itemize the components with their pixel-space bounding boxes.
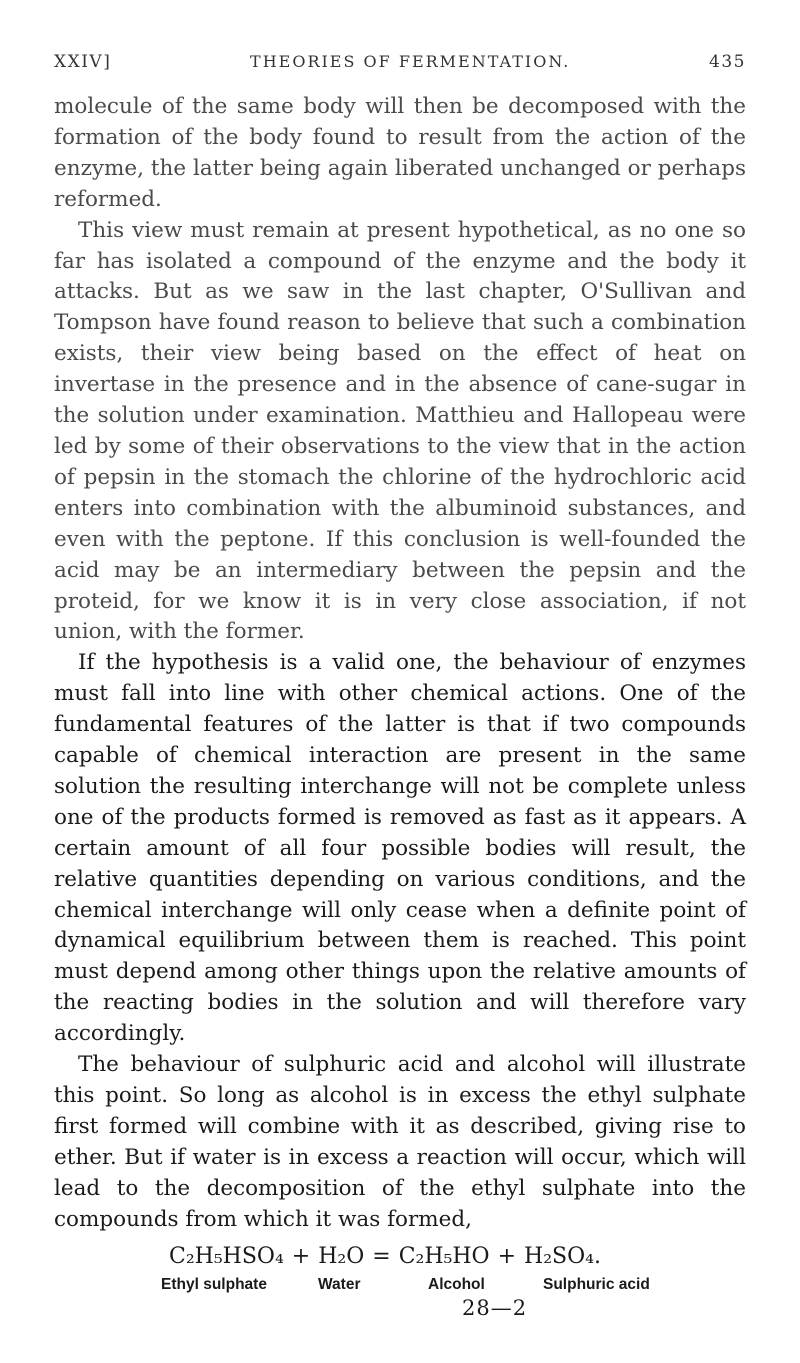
page-number: 435 xyxy=(709,52,746,72)
label-ethyl-sulphate: Ethyl sulphate xyxy=(161,1275,267,1293)
running-head xyxy=(54,52,746,78)
formula-ethyl-sulphate: C₂H₅HSO₄ xyxy=(169,1243,284,1269)
plus-sign: + xyxy=(291,1243,311,1269)
label-water: Water xyxy=(318,1275,361,1293)
label-sulphuric-acid: Sulphuric acid xyxy=(543,1275,650,1293)
chapter-number: XXIV] xyxy=(54,52,112,72)
equation-labels xyxy=(54,1274,746,1296)
paragraph: The behaviour of sulphuric acid and alcohol will illustrate this point. So long as alcohol is in excess the ethyl sulphate first formed will combine with it as described, giving rise to ether. But if water is in excess a reaction will occur, which will lead to the decomposition of the ethyl sulphate into the compounds from which it was formed, xyxy=(54,1052,746,1232)
chemical-equation xyxy=(54,1242,746,1272)
paragraph-continued: molecule of the same body will then be decomposed with the formation of the body found to result from the action of the enzyme, the latter being again liberated unchanged or perhaps reformed. xyxy=(54,94,746,212)
running-title: THEORIES OF FERMENTATION. xyxy=(250,52,571,71)
plus-sign: + xyxy=(497,1243,517,1269)
signature-mark: 28—2 xyxy=(462,1296,528,1320)
paragraph: If the hypothesis is a valid one, the behaviour of enzymes must fall into line with other chemical actions. One of the fundamental features of the latter is that if two compounds capable of chemical interaction are present in the same solution the resulting interchange will not be complete unless one of the products formed is removed as fast as it appears. A certain amount of all four possible bodies will result, the relative quantities depending on various conditions, and the chemical interchange will only cease when a definite point of dynamical equilibrium between them is reached. This point must depend among other things upon the relative amounts of the reacting bodies in the solution and will therefore vary accordingly. xyxy=(54,650,746,1047)
formula-water: H₂O xyxy=(318,1243,365,1269)
formula-alcohol: C₂H₅HO xyxy=(398,1243,490,1269)
paragraph: This view must remain at present hypothetical, as no one so far has isolated a compound of the enzyme and the body it attacks. But as we saw in the last chapter, O'Sullivan and Tompson have found reason to believe that such a combination exists, their view being based on the effect of heat on invertase in the presence and in the absence of cane-sugar in the solution under examination. Matthieu and Hallopeau were led by some of their observations to the view that in the action of pepsin in the stomach the chlorine of the hydrochloric acid enters into combination with the albuminoid substances, and even with the peptone. If this conclusion is well-founded the acid may be an intermediary between the pepsin and the proteid, for we know it is in very close association, if not union, with the former. xyxy=(54,217,746,645)
label-alcohol: Alcohol xyxy=(428,1275,485,1293)
formula-sulphuric-acid: H₂SO₄. xyxy=(524,1243,601,1269)
equals-sign: = xyxy=(372,1243,391,1269)
